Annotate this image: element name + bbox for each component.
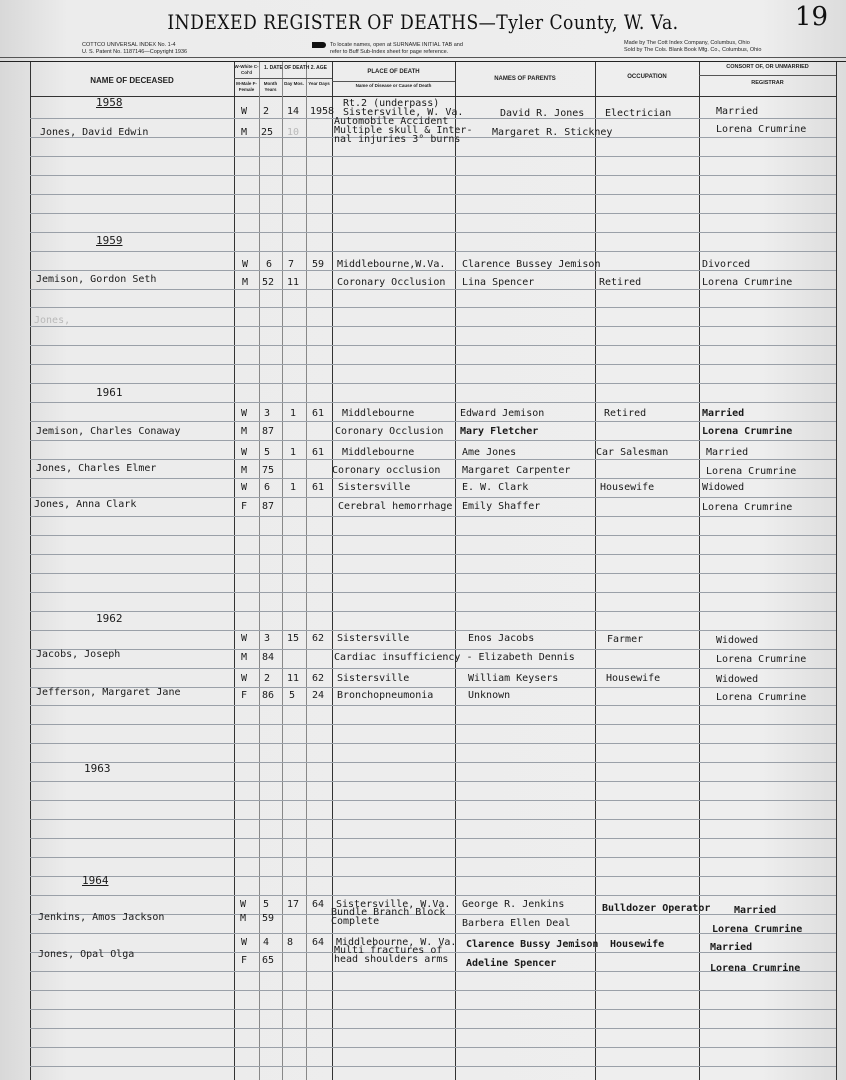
sex-cell: M	[241, 465, 248, 476]
row-rule	[30, 156, 836, 157]
age-days-cell: 24	[312, 690, 325, 701]
publisher-left	[82, 42, 187, 56]
year-heading: 1964	[82, 874, 109, 887]
occupation-cell: Farmer	[607, 634, 644, 645]
month-cell: 5	[264, 447, 271, 458]
row-rule	[30, 1066, 836, 1067]
age-years-cell: 84	[262, 652, 275, 663]
col-line	[332, 62, 333, 1080]
registrar-cell: Lorena Crumrine	[716, 654, 807, 665]
year-cell: 61	[312, 482, 325, 493]
occupation-cell: Housewife	[606, 673, 661, 684]
cause-cell: Coronary Occlusion	[335, 426, 444, 437]
header-consort: CONSORT OF, OR UNMARRIED	[726, 64, 809, 70]
race-cell: W	[241, 408, 248, 419]
col-line	[259, 62, 260, 1080]
header-year: Year Days	[308, 81, 330, 86]
row-rule	[30, 383, 836, 384]
col-line	[455, 62, 456, 1080]
day-cell: 1	[290, 408, 297, 419]
mother-cell: Margaret Carpenter	[462, 465, 571, 476]
registrar-cell: Lorena Crumrine	[716, 124, 807, 135]
race-cell: W	[240, 899, 247, 910]
header-sex: M-Male F-Female	[236, 81, 257, 92]
row-rule	[30, 307, 836, 308]
age-months-cell: 5	[289, 690, 296, 701]
year-cell: 62	[312, 673, 325, 684]
age-years-cell: 75	[262, 465, 275, 476]
row-rule	[30, 421, 836, 422]
row-rule	[30, 819, 836, 820]
month-cell: 2	[264, 673, 271, 684]
deceased-name: Jacobs, Joseph	[36, 649, 121, 660]
top-rule	[0, 57, 846, 58]
sex-cell: M	[241, 127, 248, 138]
locate-line: To locate names, open at SURNAME INITIAL TAB and	[330, 42, 463, 48]
day-cell: 7	[288, 259, 295, 270]
registrar-cell: Lorena Crumrine	[702, 426, 793, 437]
consort-cell: Married	[710, 942, 753, 953]
row-rule	[30, 895, 836, 896]
registrar-cell: Lorena Crumrine	[706, 466, 797, 477]
race-cell: W	[241, 937, 248, 948]
row-rule	[30, 175, 836, 176]
header-name: NAME OF DECEASED	[90, 76, 174, 85]
place-cell: Sistersville, W.Va.	[336, 899, 451, 910]
year-cell: 64	[312, 899, 325, 910]
occupation-cell: Bulldozer Operator	[602, 903, 711, 914]
age-years-cell: 52	[262, 277, 275, 288]
sex-cell: F	[241, 690, 248, 701]
day-cell: 1	[290, 447, 297, 458]
deceased-name: Jones, David Edwin	[40, 127, 149, 138]
month-cell: 4	[263, 937, 270, 948]
publisher-center	[312, 42, 463, 56]
row-rule	[30, 270, 836, 271]
consort-cell: Widowed	[702, 482, 745, 493]
year-heading: 1958	[96, 96, 123, 109]
age-years-cell: 59	[262, 913, 275, 924]
row-rule	[30, 743, 836, 744]
row-rule	[30, 762, 836, 763]
row-rule	[30, 1009, 836, 1010]
registrar-cell: Lorena Crumrine	[712, 924, 803, 935]
cause-cell: Multi fractures of head shoulders arms	[334, 945, 449, 965]
row-rule	[30, 289, 836, 290]
age-years-cell: 87	[262, 426, 275, 437]
publisher-right	[624, 40, 761, 54]
sex-cell: M	[240, 913, 247, 924]
mother-cell: Unknown	[468, 690, 511, 701]
deceased-name: Jemison, Gordon Seth	[36, 274, 157, 285]
year-cell: 1958	[310, 106, 335, 117]
row-rule	[30, 611, 836, 612]
consort-cell: Widowed	[716, 635, 759, 646]
pointing-hand-icon	[312, 42, 326, 48]
header-place: PLACE OF DEATH	[367, 69, 420, 75]
mother-cell: Adeline Spencer	[466, 958, 557, 969]
year-cell: 61	[312, 408, 325, 419]
header-occupation: OCCUPATION	[627, 74, 667, 80]
consort-cell: Married	[734, 905, 777, 916]
month-cell: 3	[264, 408, 271, 419]
header-race: W-White C-Col'd	[234, 64, 259, 75]
row-rule	[30, 516, 836, 517]
refer-line: refer to Buff Sub-Index sheet for page reference.	[330, 49, 449, 55]
father-cell: Enos Jacobs	[468, 633, 535, 644]
header-parents: NAMES OF PARENTS	[494, 76, 556, 82]
col-line	[306, 62, 307, 1080]
month-cell: 6	[266, 259, 273, 270]
age-months-cell: 11	[287, 277, 300, 288]
age-years-cell: 65	[262, 955, 275, 966]
col-line	[30, 62, 31, 1080]
row-rule	[30, 781, 836, 782]
cause-cell: Cerebral hemorrhage	[338, 501, 453, 512]
row-rule	[30, 876, 836, 877]
col-line	[836, 62, 837, 1080]
row-rule	[30, 535, 836, 536]
age-months-cell: 10	[287, 127, 300, 138]
place-cell: Rt.2 (underpass) Sistersville, W. Va.	[343, 98, 464, 118]
row-rule	[30, 194, 836, 195]
col-line	[282, 62, 283, 1080]
day-cell: 17	[287, 899, 300, 910]
place-cell: Middlebourne,W.Va.	[337, 259, 446, 270]
row-rule	[30, 668, 836, 669]
row-rule	[30, 705, 836, 706]
deceased-name: Jones, Anna Clark	[34, 499, 137, 510]
consort-cell: Married	[702, 408, 745, 419]
row-rule	[30, 364, 836, 365]
day-cell: 15	[287, 633, 300, 644]
occupation-cell: Electrician	[605, 108, 672, 119]
seller-line: Sold by The Cols. Blank Book Mfg. Co., Columbus, Ohio	[624, 47, 762, 53]
row-rule	[30, 497, 836, 498]
place-cell: Sistersville	[337, 673, 410, 684]
mother-cell: Lina Spencer	[462, 277, 535, 288]
sex-cell: M	[241, 426, 248, 437]
cause-cell: Coronary occlusion	[332, 465, 441, 476]
row-rule	[30, 573, 836, 574]
father-cell: E. W. Clark	[462, 482, 529, 493]
place-cell: Middlebourne	[342, 408, 415, 419]
deceased-name: Jenkins, Amos Jackson	[38, 912, 165, 923]
father-cell: Edward Jemison	[460, 408, 545, 419]
col-line	[699, 62, 700, 1080]
race-cell: W	[241, 673, 248, 684]
father-cell: Clarence Bussey Jemison	[462, 259, 601, 270]
place-cell: Middlebourne	[342, 447, 415, 458]
row-rule	[30, 232, 836, 233]
row-rule	[30, 345, 836, 346]
header-month: Month Years	[263, 81, 278, 92]
row-rule	[30, 326, 836, 327]
father-cell: William Keysers	[468, 673, 559, 684]
deceased-name: Jemison, Charles Conaway	[36, 426, 181, 437]
place-cell: Sistersville	[338, 482, 411, 493]
age-years-cell: 86	[262, 690, 275, 701]
row-rule	[30, 402, 836, 403]
row-rule	[30, 1047, 836, 1048]
year-cell: 62	[312, 633, 325, 644]
occupation-cell: Housewife	[610, 939, 665, 950]
row-rule	[30, 478, 836, 479]
registrar-cell: Lorena Crumrine	[702, 502, 793, 513]
consort-cell: Married	[706, 447, 749, 458]
page-title: INDEXED REGISTER OF DEATHS—Tyler County, W. Va.	[167, 10, 679, 34]
registrar-cell: Lorena Crumrine	[716, 692, 807, 703]
deceased-name: Jones, Opal Olga	[38, 949, 135, 960]
consort-cell: Married	[716, 106, 759, 117]
year-heading: 1959	[96, 234, 123, 247]
header-cause: Name of Disease or Cause of Death	[355, 83, 432, 88]
header-registrar: REGISTRAR	[751, 80, 784, 86]
occupation-cell: Retired	[604, 408, 647, 419]
row-rule	[30, 724, 836, 725]
mother-cell: Barbera Ellen Deal	[462, 918, 571, 929]
row-rule	[30, 592, 836, 593]
sex-cell: F	[241, 501, 248, 512]
index-line: COTTCO UNIVERSAL INDEX No. 1-4	[82, 42, 176, 48]
patent-line: U. S. Patent No. 1187146—Copyright 1936	[82, 49, 188, 55]
consort-cell: Widowed	[716, 674, 759, 685]
day-cell: 11	[287, 673, 300, 684]
day-cell: 14	[287, 106, 300, 117]
occupation-cell: Retired	[599, 277, 642, 288]
col-line	[595, 62, 596, 1080]
year-heading: 1961	[96, 386, 123, 399]
page-number: 19	[794, 2, 828, 32]
year-heading: 1963	[84, 762, 111, 775]
row-rule	[30, 800, 836, 801]
year-cell: 61	[312, 447, 325, 458]
row-rule	[30, 251, 836, 252]
month-cell: 5	[263, 899, 270, 910]
year-cell: 59	[312, 259, 325, 270]
race-cell: W	[241, 482, 248, 493]
deceased-name: Jefferson, Margaret Jane	[36, 687, 181, 698]
registrar-cell: Lorena Crumrine	[702, 277, 793, 288]
row-rule	[30, 838, 836, 839]
cause-cell: Coronary Occlusion	[337, 277, 446, 288]
father-cell: Ame Jones	[462, 447, 517, 458]
deceased-name: Jones, Charles Elmer	[36, 463, 157, 474]
mother-cell: Emily Shaffer	[462, 501, 541, 512]
header-date: 1. DATE OF DEATH 2. AGE	[264, 65, 327, 71]
age-years-cell: 25	[261, 127, 274, 138]
day-cell: 8	[287, 937, 294, 948]
place-sub-rule	[332, 81, 455, 82]
row-rule	[30, 649, 836, 650]
row-rule	[30, 554, 836, 555]
row-rule	[30, 990, 836, 991]
age-years-cell: 87	[262, 501, 275, 512]
cause-cell: Bronchopneumonia	[337, 690, 434, 701]
occupation-cell: Housewife	[600, 482, 655, 493]
mother-cell: Margaret R. Stickney	[492, 127, 613, 138]
month-cell: 2	[263, 106, 270, 117]
row-rule	[30, 857, 836, 858]
col-line	[234, 62, 235, 1080]
month-cell: 3	[264, 633, 271, 644]
year-heading: 1962	[96, 612, 123, 625]
occupation-cell: Car Salesman	[596, 447, 669, 458]
father-cell: George R. Jenkins	[462, 899, 565, 910]
sex-cell: F	[241, 955, 248, 966]
cause-cell: Automobile Accident Multiple skull & Inter- nal injuries 3° burns	[334, 116, 473, 145]
row-rule	[30, 1028, 836, 1029]
row-rule	[30, 459, 836, 460]
sex-cell: M	[241, 652, 248, 663]
cause-cell: Cardiac insufficiency - Elizabeth Dennis	[334, 652, 575, 663]
race-cell: W	[241, 447, 248, 458]
row-rule	[30, 440, 836, 441]
place-cell: Sistersville	[337, 633, 410, 644]
date-sub-rule	[259, 78, 332, 79]
father-cell: David R. Jones	[500, 108, 585, 119]
race-cell: W	[242, 259, 249, 270]
header-bottom-rule	[30, 96, 836, 97]
cause-cell: Bundle Branch Block Complete	[331, 907, 446, 927]
sex-cell: M	[242, 277, 249, 288]
race-cell: W	[241, 633, 248, 644]
maker-line: Made by The Cott Index Company, Columbus, Ohio	[624, 40, 750, 46]
mother-cell: Mary Fletcher	[460, 426, 539, 437]
row-rule	[30, 213, 836, 214]
year-cell: 64	[312, 937, 325, 948]
father-cell: Clarence Bussy Jemison	[466, 939, 599, 950]
row-rule	[30, 630, 836, 631]
race-cell: W	[241, 106, 248, 117]
consort-sub-rule	[699, 75, 836, 76]
header-day: Day Mos.	[284, 81, 304, 86]
day-cell: 1	[290, 482, 297, 493]
place-cell: Middlebourne, W. Va.	[336, 937, 457, 948]
erased-entry: Jones,	[34, 315, 71, 326]
registrar-cell: Lorena Crumrine	[710, 963, 801, 974]
consort-cell: Divorced	[702, 259, 751, 270]
month-cell: 6	[264, 482, 271, 493]
sex-sub-rule	[234, 78, 259, 79]
top-rule-2	[0, 61, 846, 62]
